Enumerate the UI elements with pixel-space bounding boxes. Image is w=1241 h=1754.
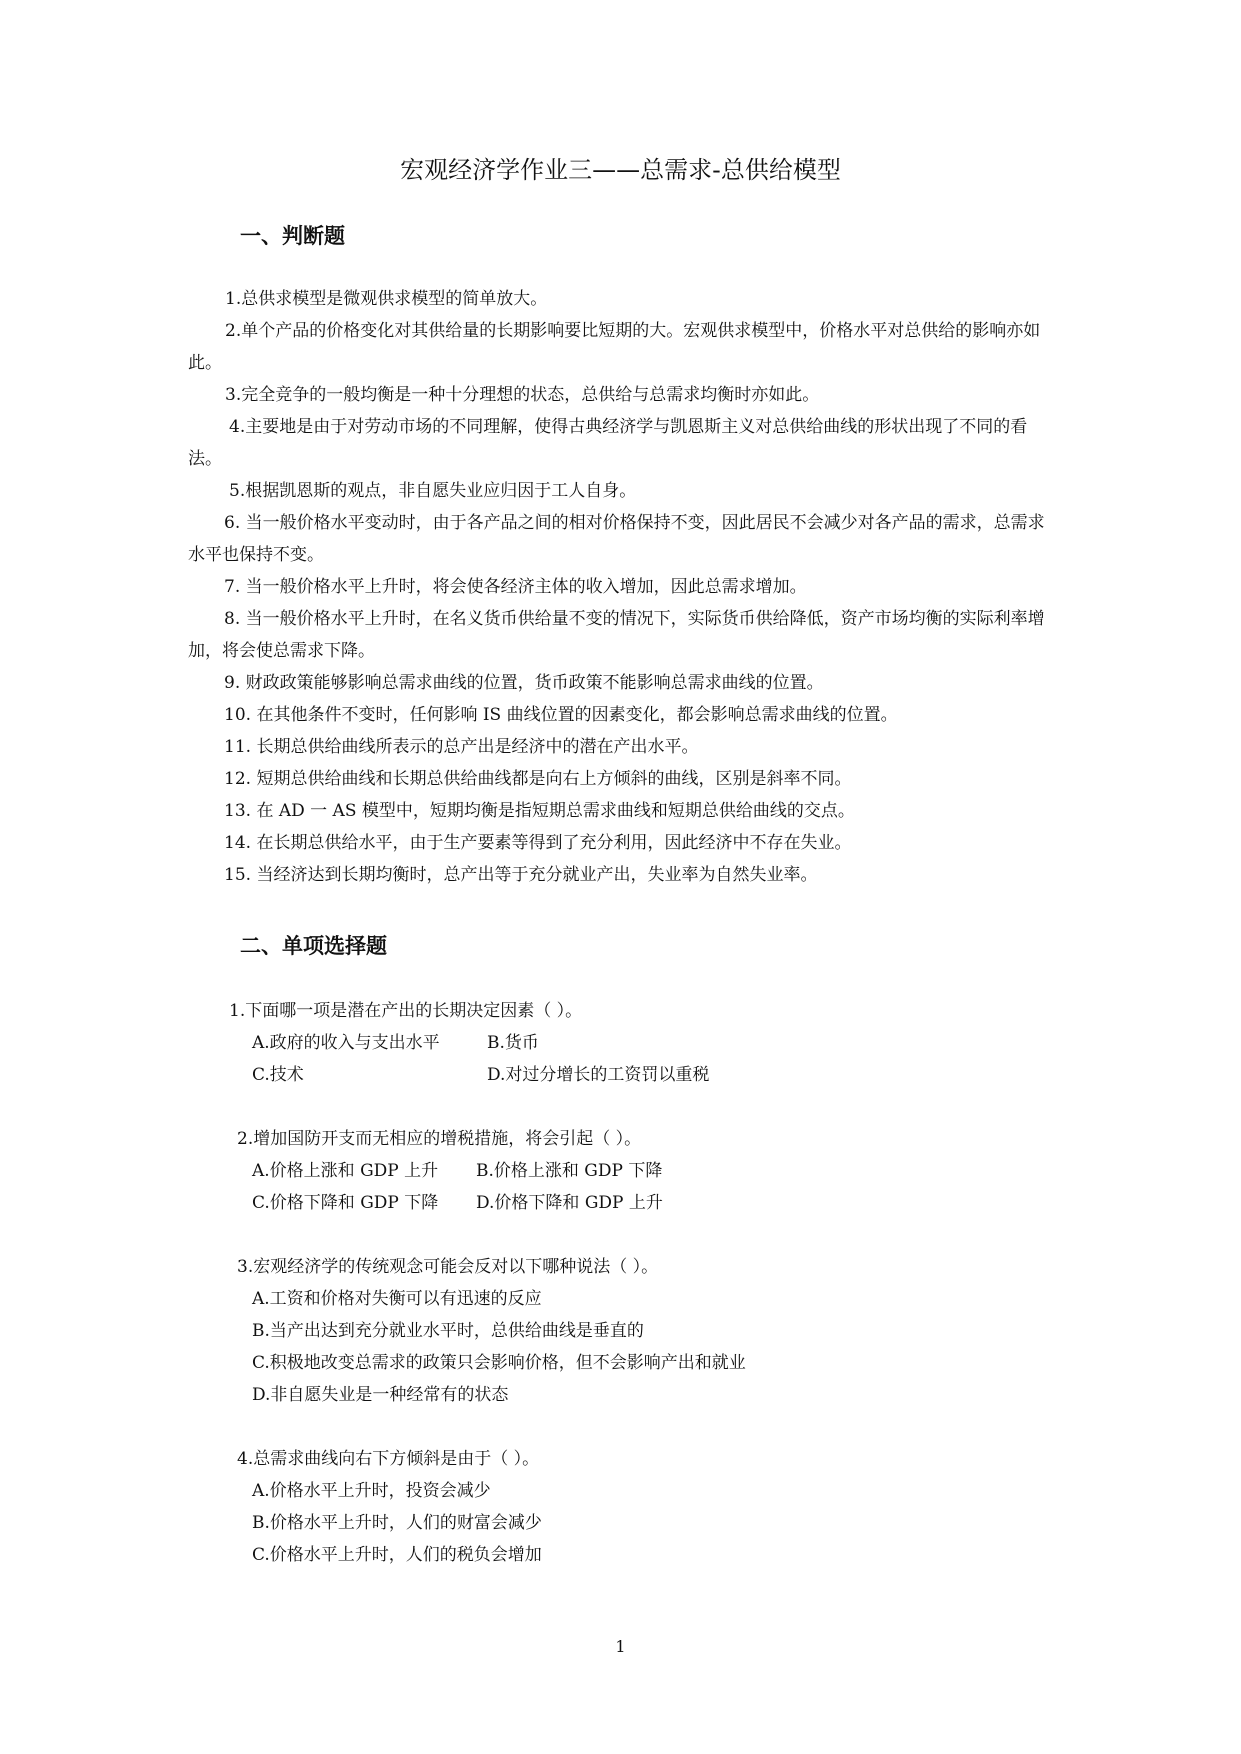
tf-item-7: 7. 当一般价格水平上升时，将会使各经济主体的收入增加，因此总需求增加。 (224, 577, 807, 597)
mc-question-1-option-b: B.货币 (487, 1033, 539, 1053)
document-title: 宏观经济学作业三——总需求-总供给模型 (400, 156, 841, 184)
tf-item-8: 8. 当一般价格水平上升时，在名义货币供给量不变的情况下，实际货币供给降低，资产市场均衡的实际利率增加，将会使总需求下降。 (188, 609, 1045, 661)
mc-question-4-option-c: C.价格水平上升时，人们的税负会增加 (252, 1545, 542, 1565)
page-number: 1 (615, 1637, 626, 1656)
mc-question-2-option-a: A.价格上涨和 GDP 上升 (252, 1161, 439, 1181)
tf-item-14: 14. 在长期总供给水平，由于生产要素等得到了充分利用，因此经济中不存在失业。 (224, 833, 852, 853)
tf-item-5: 5.根据凯恩斯的观点，非自愿失业应归因于工人自身。 (229, 481, 637, 501)
tf-item-6: 6. 当一般价格水平变动时，由于各产品之间的相对价格保持不变，因此居民不会减少对各产品的需求，总需求水平也保持不变。 (188, 513, 1045, 565)
tf-item-15: 15. 当经济达到长期均衡时，总产出等于充分就业产出，失业率为自然失业率。 (224, 865, 818, 885)
mc-question-3-option-c: C.积极地改变总需求的政策只会影响价格，但不会影响产出和就业 (252, 1353, 746, 1373)
mc-question-3-option-b: B.当产出达到充分就业水平时，总供给曲线是垂直的 (252, 1321, 644, 1341)
mc-question-4-stem: 4.总需求曲线向右下方倾斜是由于（ ）。 (237, 1449, 540, 1469)
mc-question-1-stem: 1.下面哪一项是潜在产出的长期决定因素（ ）。 (229, 1001, 583, 1021)
tf-item-9: 9. 财政政策能够影响总需求曲线的位置，货币政策不能影响总需求曲线的位置。 (224, 673, 824, 693)
mc-question-2-option-b: B.价格上涨和 GDP 下降 (476, 1161, 663, 1181)
mc-question-2-option-d: D.价格下降和 GDP 上升 (476, 1193, 663, 1213)
mc-question-4-option-b: B.价格水平上升时，人们的财富会减少 (252, 1513, 542, 1533)
section-heading-true-false: 一、判断题 (240, 224, 345, 248)
mc-question-2-stem: 2.增加国防开支而无相应的增税措施，将会引起（ ）。 (237, 1129, 642, 1149)
tf-item-4: 4.主要地是由于对劳动市场的不同理解，使得古典经济学与凯恩斯主义对总供给曲线的形状出现了不同的看法。 (188, 417, 1028, 469)
mc-question-3-stem: 3.宏观经济学的传统观念可能会反对以下哪种说法（ ）。 (237, 1257, 659, 1277)
tf-item-2: 2.单个产品的价格变化对其供给量的长期影响要比短期的大。宏观供求模型中，价格水平对总供给的影响亦如此。 (188, 321, 1041, 373)
section-heading-multiple-choice: 二、单项选择题 (240, 934, 387, 958)
mc-question-3-option-d: D.非自愿失业是一种经常有的状态 (252, 1385, 509, 1405)
tf-item-10: 10. 在其他条件不变时，任何影响 IS 曲线位置的因素变化，都会影响总需求曲线的位置。 (224, 705, 898, 725)
tf-item-13: 13. 在 AD 一 AS 模型中，短期均衡是指短期总需求曲线和短期总供给曲线的交点。 (224, 801, 855, 821)
mc-question-1-option-a: A.政府的收入与支出水平 (252, 1033, 440, 1053)
tf-item-11: 11. 长期总供给曲线所表示的总产出是经济中的潜在产出水平。 (224, 737, 699, 757)
mc-question-3-option-a: A.工资和价格对失衡可以有迅速的反应 (252, 1289, 542, 1309)
mc-question-1-option-d: D.对过分增长的工资罚以重税 (487, 1065, 710, 1085)
tf-item-3: 3.完全竞争的一般均衡是一种十分理想的状态，总供给与总需求均衡时亦如此。 (225, 385, 820, 405)
mc-question-1-option-c: C.技术 (252, 1065, 304, 1085)
tf-item-12: 12. 短期总供给曲线和长期总供给曲线都是向右上方倾斜的曲线，区别是斜率不同。 (224, 769, 852, 789)
mc-question-2-option-c: C.价格下降和 GDP 下降 (252, 1193, 439, 1213)
mc-question-4-option-a: A.价格水平上升时，投资会减少 (252, 1481, 491, 1501)
tf-item-1: 1.总供求模型是微观供求模型的简单放大。 (225, 289, 548, 309)
